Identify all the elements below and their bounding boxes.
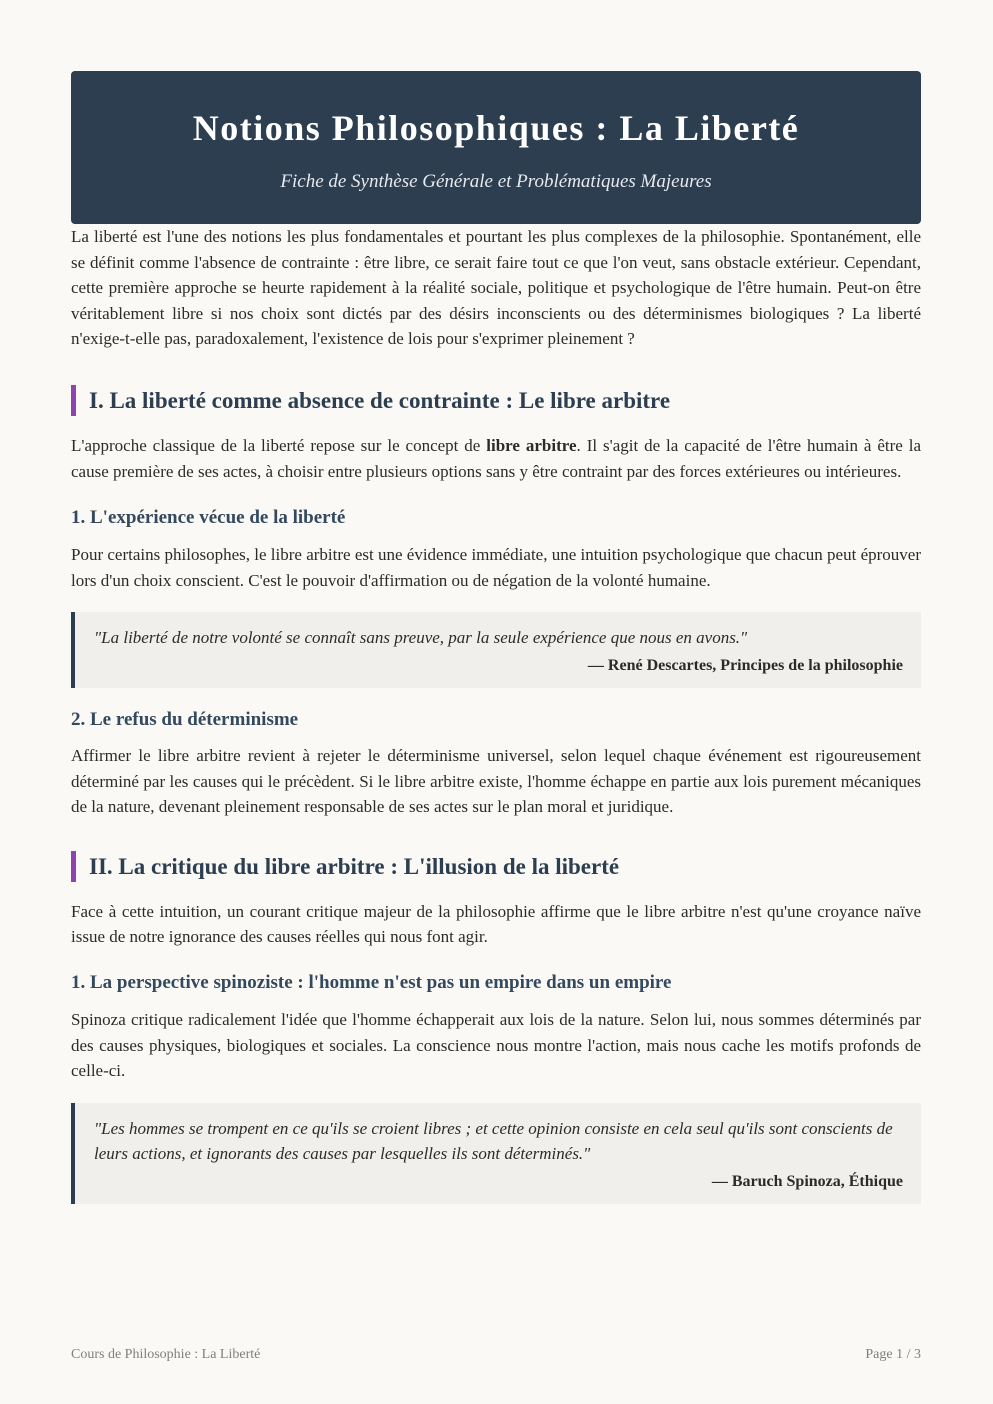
page-number: Page 1 / 3 [865,1347,921,1362]
subsection-1-1-heading: 1. L'expérience vécue de la liberté [71,507,346,529]
quote-author: — Baruch Spinoza, Éthique [711,1172,903,1190]
section-1-intro-start: L'approche classique de la liberté repose sur le concept de [71,435,487,455]
subsection-2-1-heading: 1. La perspective spinoziste : l'homme n'est pas un empire dans un empire [71,971,672,993]
subsection-1-2-heading: 2. Le refus du déterminisme [71,708,299,730]
quote-text: "Les hommes se trompent en ce qu'ils se croient libres ; et cette opinion consiste en cela seul qu'ils sont conscients de leurs actions, et ignorants des causes par lesquelles ils sont déterminés." [94,1118,893,1164]
section-1-intro [71,433,921,484]
section-1-heading: I. La liberté comme absence de contrainte : Le libre arbitre [71,385,921,416]
section-2-intro: Face à cette intuition, un courant critique majeur de la philosophie affirme que le libre arbitre n'est qu'une croyance naïve issue de notre ignorance des causes réelles qui nous font agir. [71,901,921,947]
subsection-2-1-text: Spinoza critique radicalement l'idée que l'homme échapperait aux lois de la nature. Selon lui, nous sommes déterminés par des causes physiques, biologiques et sociales. La conscience nous montre l'action, mais nous cache les motifs profonds de celle-ci. [71,1009,921,1081]
subsection-1-2-text: Affirmer le libre arbitre revient à rejeter le déterminisme universel, selon lequel chaque événement est rigoureusement déterminé par les causes qui le précèdent. Si le libre arbitre existe, l'homme échappe en partie aux lois purement mécaniques de la nature, devenant pleinement responsable de ses actes sur le plan moral et juridique. [71,745,921,817]
spinoza-quote [71,1103,921,1204]
quote-text: "La liberté de notre volonté se connaît sans preuve, par la seule expérience que nous en avons." [94,628,748,648]
subsection-1-1-text: Pour certains philosophes, le libre arbitre est une évidence immédiate, une intuition psychologique que chacun peut éprouver lors d'un choix conscient. C'est le pouvoir d'affirmation ou de négation de la volonté humaine. [71,545,921,590]
section-1-intro-end: . Il s'agit de la capacité de l'être humain à être la cause première de ses actes, à choisir entre plusieurs options sans y être contraint par des forces extérieures ou intérieures. [71,435,921,481]
quote-author: — René Descartes, Principes de la philosophie [587,656,903,674]
libre-arbitre-term: libre arbitre [486,435,577,455]
title-banner [71,71,921,224]
intro-paragraph: La liberté est l'une des notions les plus fondamentales et pourtant les plus complexes de la philosophie. Spontanément, elle se définit comme l'absence de contrainte : être libre, ce serait faire tout ce que l'on veut, sans obstacle extérieur. Cependant, cette première approche se heurte rapidement à la réalité sociale, politique et psychologique de l'être humain. Peut-on être véritablement libre si nos choix sont dictés par des désirs inconscients ou des déterminismes biologiques ? La liberté n'exige-t-elle pas, paradoxalement, l'existence de lois pour s'exprimer pleinement ? [71,227,921,349]
section-2-heading: II. La critique du libre arbitre : L'illusion de la liberté [71,851,921,882]
descartes-quote [71,612,921,688]
footer-course-title: Cours de Philosophie : La Liberté [71,1347,261,1362]
document-page [71,71,921,1204]
page-title: Notions Philosophiques : La Liberté [192,108,800,148]
page-footer [71,1347,921,1363]
page-subtitle: Fiche de Synthèse Générale et Problématiques Majeures [280,171,712,192]
